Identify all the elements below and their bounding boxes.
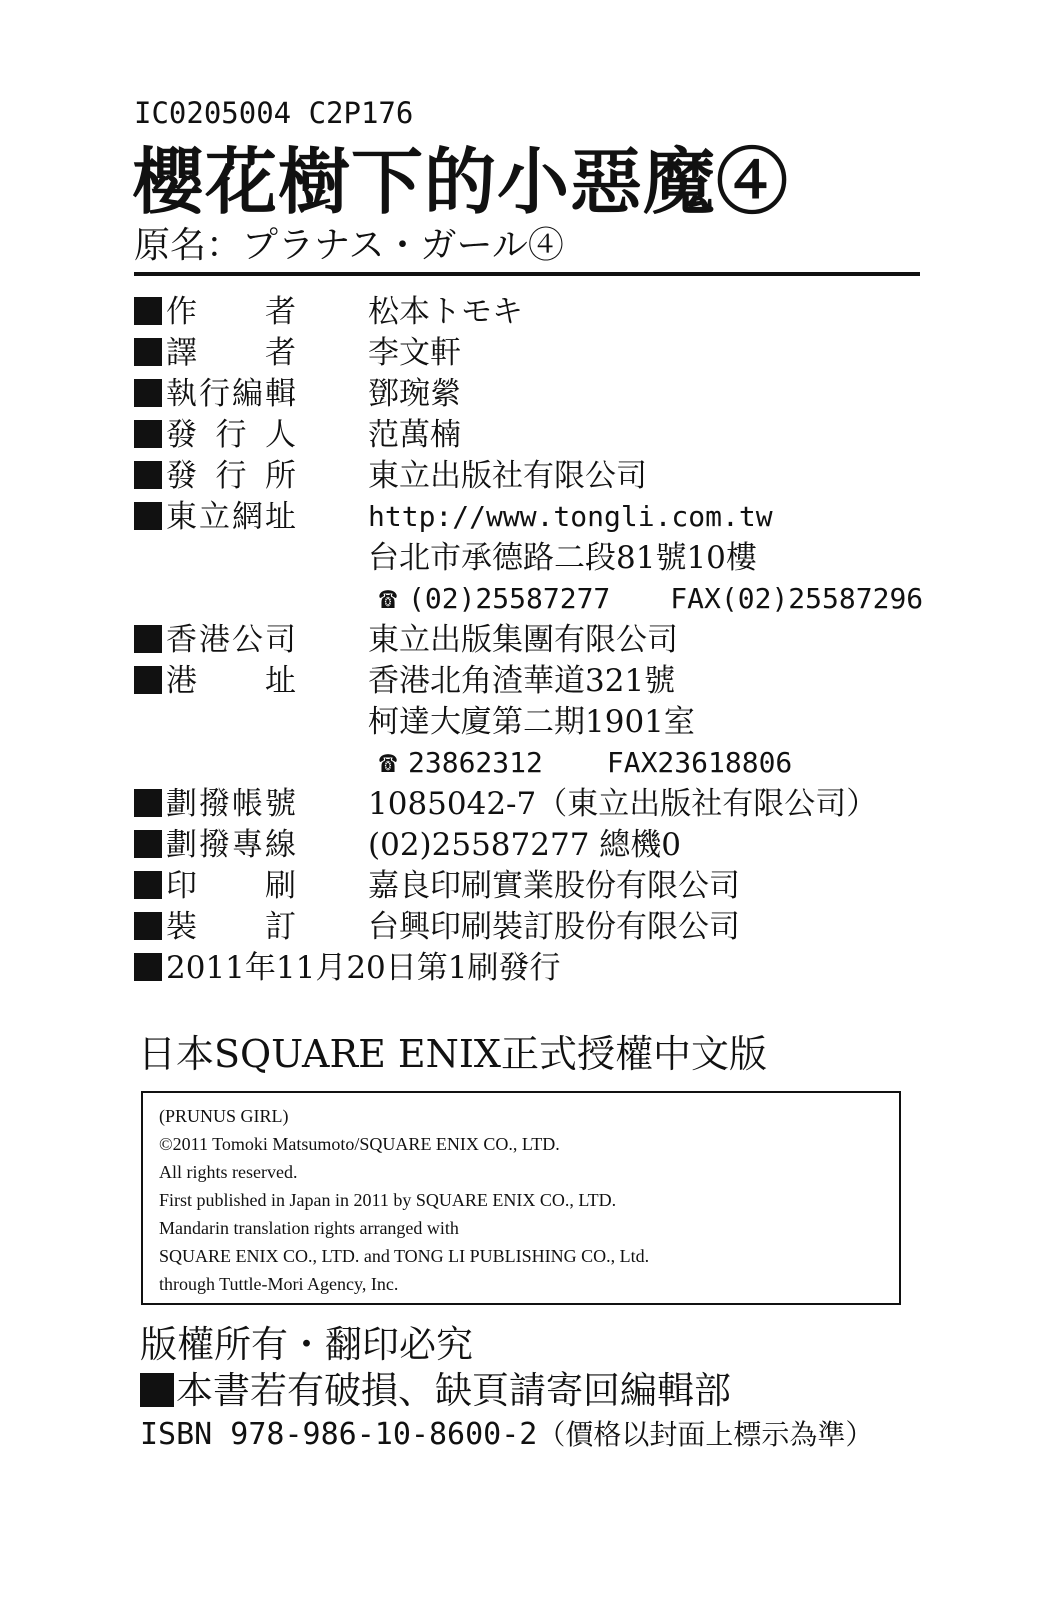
copyright-line: SQUARE ENIX CO., LTD. and TONG LI PUBLISHING CO., Ltd.	[159, 1246, 650, 1266]
credit-label: 發行所	[166, 458, 296, 494]
credit-label: 作者	[166, 294, 296, 330]
copyright-line: ©2011 Tomoki Matsumoto/SQUARE ENIX CO., LTD.	[159, 1134, 560, 1154]
price-note: （價格以封面上標示為準）	[537, 1418, 874, 1451]
credit-row-postal-account	[134, 784, 878, 824]
credit-row-hk-company	[134, 620, 678, 660]
square-bullet-icon	[134, 789, 162, 817]
credit-value: 范萬楠	[368, 417, 461, 453]
copyright-box	[141, 1091, 901, 1305]
credit-value: 東立出版集團有限公司	[368, 622, 678, 658]
credit-row-editor	[134, 374, 461, 414]
credit-label: 裝訂	[166, 909, 296, 945]
square-bullet-icon	[134, 953, 162, 981]
credit-label: 發行人	[166, 417, 296, 453]
copyright-line: Mandarin translation rights arranged with	[159, 1218, 459, 1238]
square-bullet-icon	[134, 297, 162, 325]
credit-value: 松本トモキ	[368, 294, 523, 330]
tw-address: 台北市承德路二段81號10樓	[368, 540, 757, 576]
credit-label: 譯者	[166, 335, 296, 371]
publish-date: 2011年11月20日第1刷發行	[166, 950, 561, 986]
square-bullet-icon	[134, 625, 162, 653]
credit-value: 台興印刷裝訂股份有限公司	[368, 909, 740, 945]
telephone-icon: ☎	[378, 581, 398, 616]
original-title: 原名：プラナス・ガール④	[134, 225, 564, 266]
credit-label: 香港公司	[166, 622, 296, 658]
publish-date-row	[134, 948, 561, 988]
tw-phone: (02)25587277	[408, 582, 611, 615]
credit-value: 東立出版社有限公司	[368, 458, 647, 494]
square-bullet-icon	[134, 461, 162, 489]
credit-label: 東立網址	[166, 499, 296, 535]
hk-fax: FAX23618806	[606, 746, 793, 779]
credit-label: 港址	[166, 663, 296, 699]
credit-value: 1085042-7（東立出版社有限公司）	[368, 786, 878, 822]
copyright-line: First published in Japan in 2011 by SQUARE ENIX CO., LTD.	[159, 1190, 617, 1210]
credit-value: 鄧琬縈	[368, 376, 461, 412]
square-bullet-icon	[134, 420, 162, 448]
credit-label: 劃撥專線	[166, 827, 296, 863]
damage-notice	[140, 1368, 731, 1414]
square-bullet-icon	[134, 871, 162, 899]
copyright-line: All rights reserved.	[159, 1162, 298, 1182]
book-title: 櫻花樹下的小惡魔④	[132, 139, 790, 224]
damage-notice-text: 本書若有破損、缺頁請寄回編輯部	[176, 1369, 731, 1412]
isbn-line	[140, 1414, 873, 1456]
credit-row-hk-address	[134, 661, 676, 701]
copyright-line: through Tuttle-Mori Agency, Inc.	[159, 1274, 399, 1294]
credit-value: 嘉良印刷實業股份有限公司	[368, 868, 740, 904]
credit-row-publishing-house	[134, 456, 647, 496]
copyright-line: (PRUNUS GIRL)	[159, 1106, 289, 1126]
website-link[interactable]: http://www.tongli.com.tw	[368, 500, 773, 533]
credit-row-postal-line	[134, 825, 681, 865]
isbn: ISBN 978-986-10-8600-2	[140, 1417, 538, 1452]
credit-row-author	[134, 292, 523, 332]
title-divider	[134, 272, 920, 276]
credit-row-printing	[134, 866, 740, 906]
credit-value: 香港北角渣華道321號	[368, 663, 676, 699]
square-bullet-icon	[134, 830, 162, 858]
tw-fax: FAX(02)25587296	[670, 582, 924, 615]
square-bullet-icon	[134, 666, 162, 694]
square-bullet-icon	[134, 338, 162, 366]
credit-value: (02)25587277 總機0	[368, 827, 681, 863]
square-bullet-icon	[134, 502, 162, 530]
tw-contact-line	[368, 579, 923, 619]
telephone-icon: ☎	[378, 745, 398, 780]
credit-value: 李文軒	[368, 335, 461, 371]
credit-label: 印刷	[166, 868, 296, 904]
rights-reserved: 版權所有・翻印必究	[140, 1323, 473, 1366]
hk-address-line2: 柯達大廈第二期1901室	[368, 704, 695, 740]
credit-label: 劃撥帳號	[166, 786, 296, 822]
square-bullet-icon	[134, 912, 162, 940]
hk-phone: 23862312	[408, 746, 543, 779]
credit-row-website	[134, 497, 773, 537]
authorization-line: 日本SQUARE ENIX正式授權中文版	[138, 1032, 767, 1076]
square-bullet-icon	[140, 1373, 174, 1407]
credit-row-translator	[134, 333, 461, 373]
hk-contact-line	[368, 743, 792, 783]
catalog-code: IC0205004 C2P176	[134, 96, 414, 130]
credit-label: 執行編輯	[166, 376, 296, 412]
credit-row-binding	[134, 907, 740, 947]
credit-row-publisher	[134, 415, 461, 455]
square-bullet-icon	[134, 379, 162, 407]
